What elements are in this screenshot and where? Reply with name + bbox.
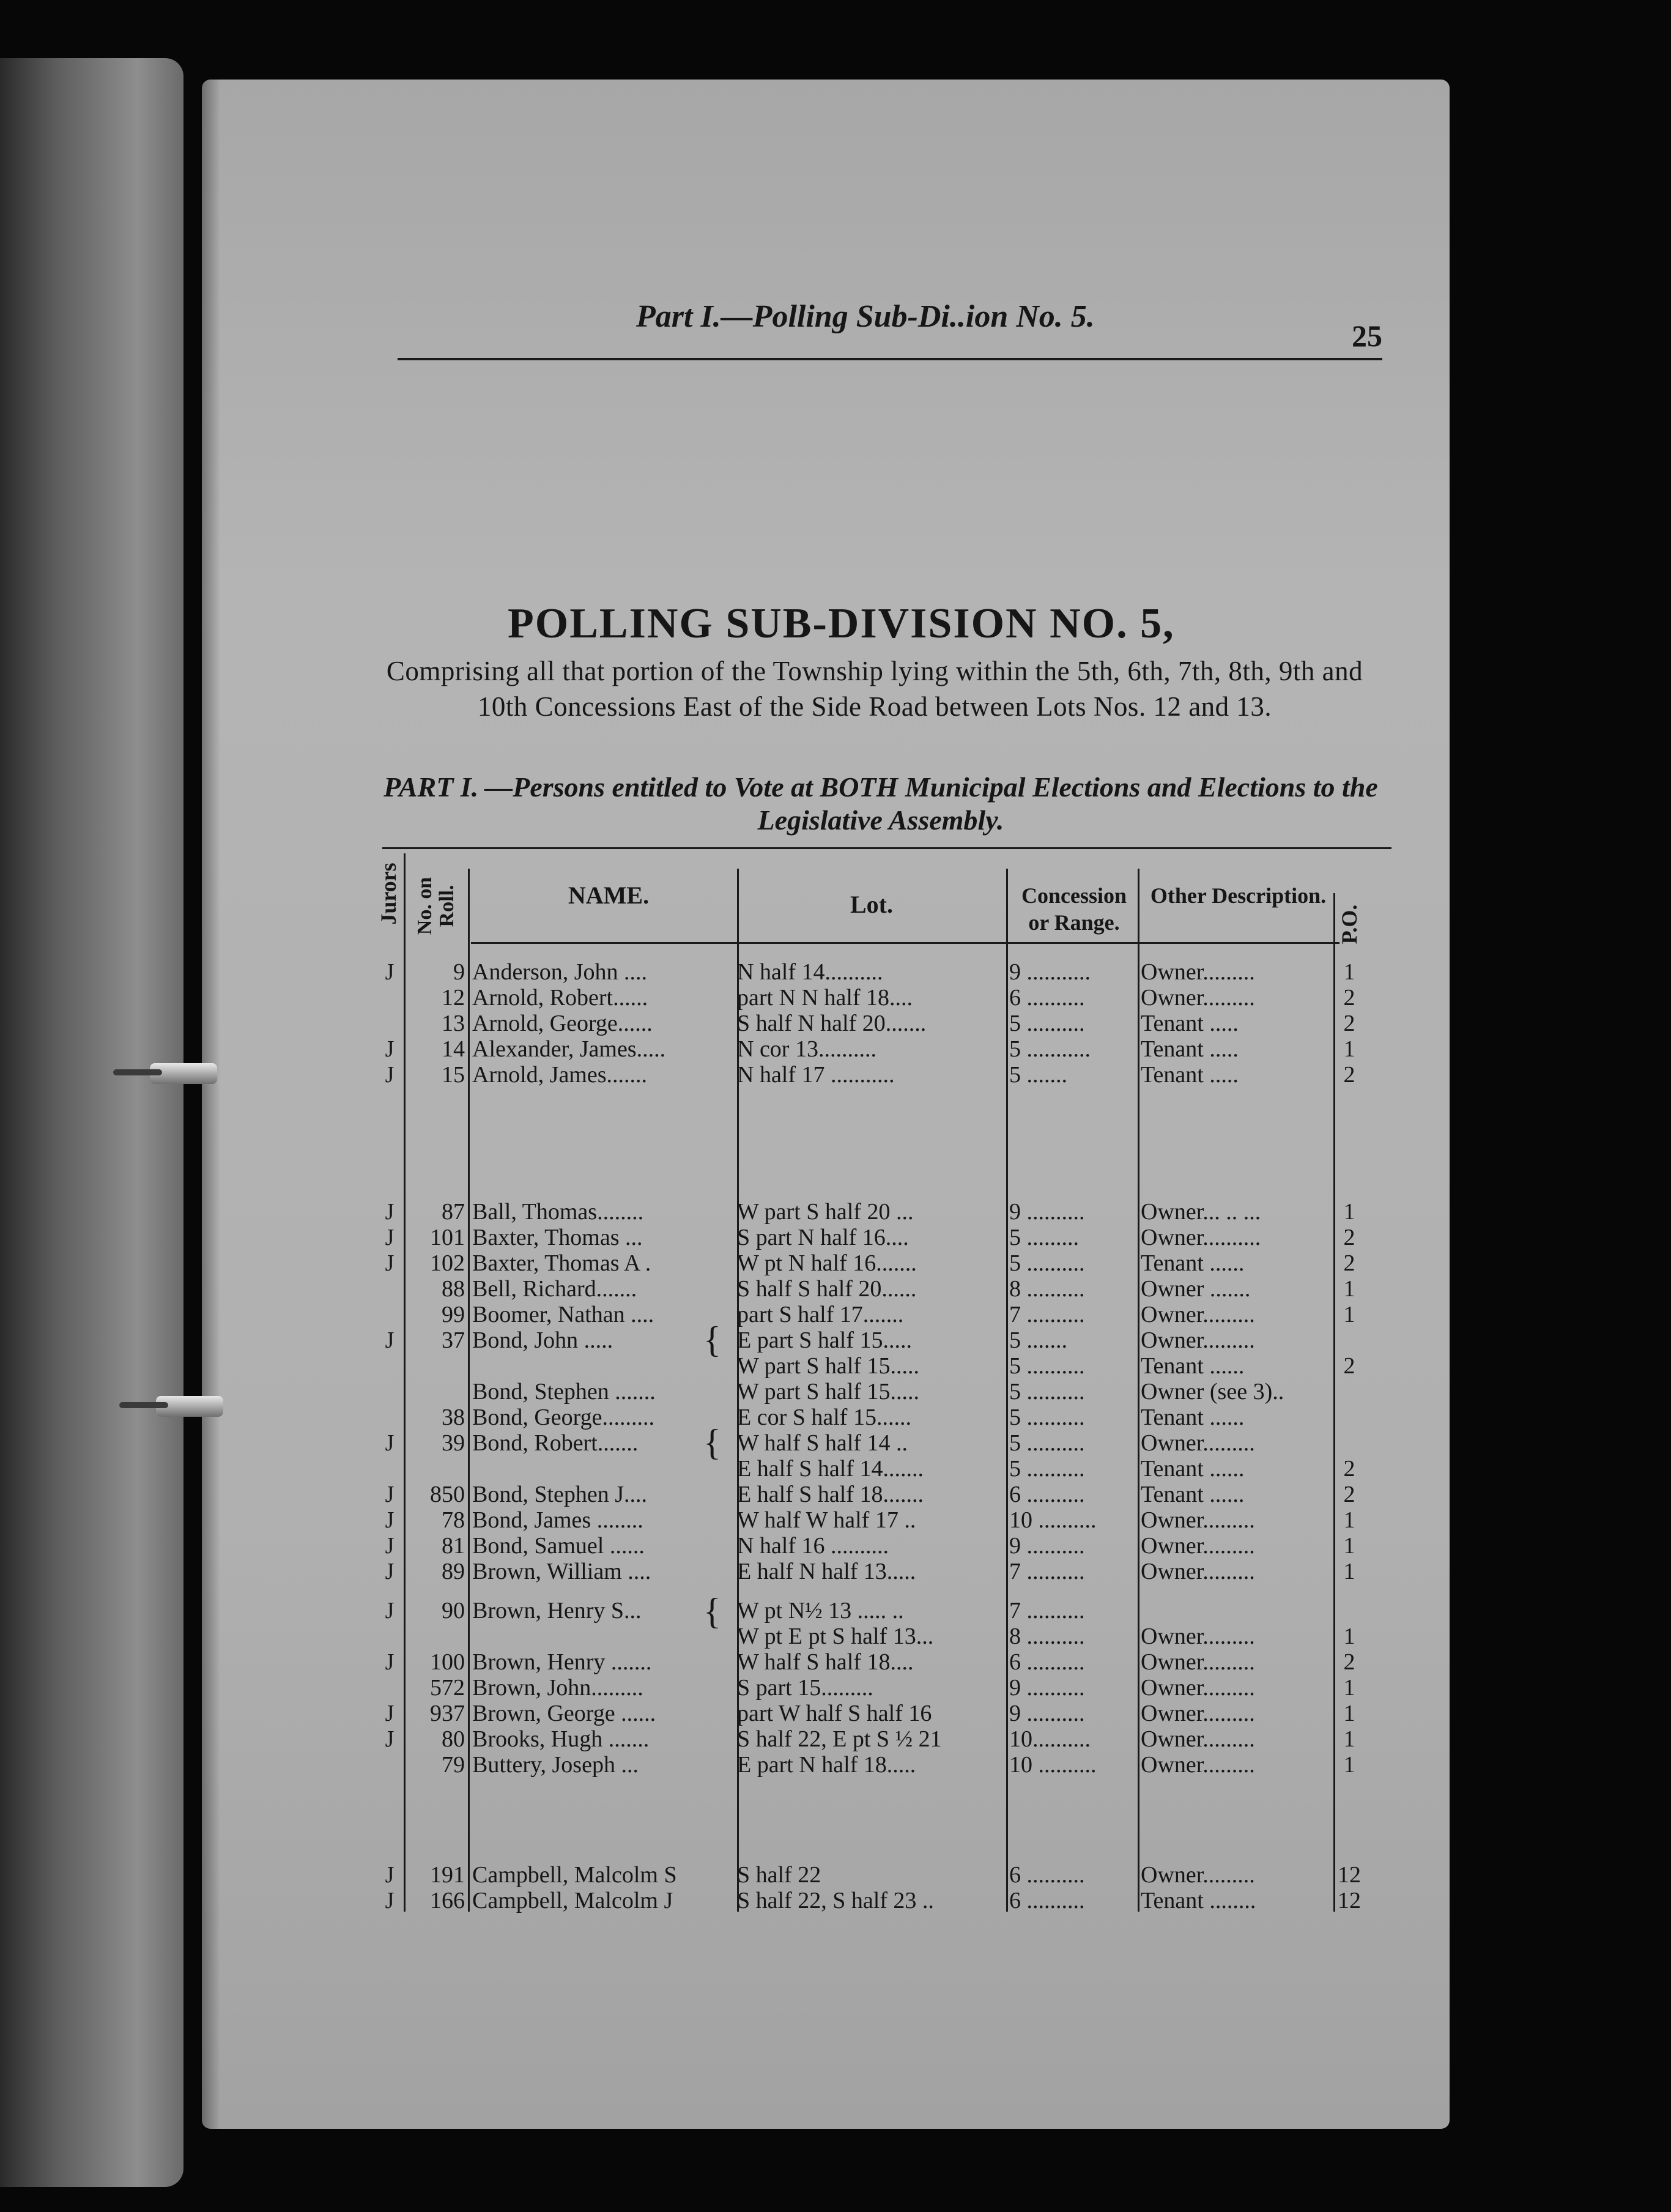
cell-po: 1	[1343, 1276, 1355, 1302]
cell-roll-no: 38	[442, 1405, 465, 1430]
cell-concession: 6 ..........	[1009, 1862, 1085, 1888]
cell-po: 2	[1343, 1250, 1355, 1276]
cell-jurors: J	[385, 1482, 395, 1507]
cell-jurors: J	[385, 1225, 395, 1250]
cell-concession: 9 ..........	[1009, 1199, 1085, 1225]
cell-roll-no: 88	[442, 1276, 465, 1302]
cell-lot: E part S half 15.....	[737, 1327, 913, 1353]
cell-concession: 7 ..........	[1009, 1302, 1085, 1327]
cell-po: 2	[1343, 1649, 1355, 1675]
cell-lot: S half 22	[737, 1862, 821, 1888]
cell-roll-no: 80	[442, 1726, 465, 1752]
cell-concession: 5 ..........	[1009, 1379, 1085, 1405]
cell-name: Buttery, Joseph ...	[472, 1752, 639, 1778]
cell-other-description: Owner.........	[1141, 1533, 1255, 1559]
cell-po: 2	[1343, 1011, 1355, 1036]
cell-jurors: J	[385, 1036, 395, 1062]
table-row	[0, 1276, 1671, 1302]
cell-po: 12	[1338, 1862, 1361, 1888]
cell-lot: E part N half 18.....	[737, 1752, 916, 1778]
cell-name: Arnold, George......	[472, 1011, 653, 1036]
cell-concession: 5 ..........	[1009, 1430, 1085, 1456]
part-heading	[379, 771, 1382, 837]
header-jurors: Jurors	[376, 863, 401, 925]
cell-jurors: J	[385, 1649, 395, 1675]
subdivision-description: Comprising all that portion of the Township lying within the 5th, 6th, 7th, 8th, 9th and 10th Concessions East of the Side Road between Lots Nos. 12 and 13.	[386, 656, 1363, 722]
header-other-description: Other Description.	[1150, 883, 1327, 908]
cell-roll-no: 81	[442, 1533, 465, 1559]
table-row	[0, 1430, 1671, 1456]
cell-lot: W pt N½ 13 ..... ..	[737, 1598, 904, 1624]
table-row	[0, 1199, 1671, 1225]
header-name: NAME.	[568, 881, 650, 909]
cell-jurors: J	[385, 1701, 395, 1726]
cell-jurors: J	[385, 1507, 395, 1533]
cell-po: 1	[1343, 1624, 1355, 1649]
table-row	[0, 1624, 1671, 1649]
cell-other-description: Owner.........	[1141, 1752, 1255, 1778]
table-row	[0, 1533, 1671, 1559]
cell-other-description: Owner... .. ...	[1141, 1199, 1261, 1225]
cell-concession: 6 ..........	[1009, 985, 1085, 1011]
cell-name: Baxter, Thomas A .	[472, 1250, 651, 1276]
cell-name: Brown, William ....	[472, 1559, 651, 1584]
cell-name: Baxter, Thomas ...	[472, 1225, 643, 1250]
table-row	[0, 1379, 1671, 1405]
cell-name: Campbell, Malcolm S	[472, 1862, 677, 1888]
cell-roll-no: 15	[442, 1062, 465, 1088]
cell-other-description: Tenant ......	[1141, 1353, 1245, 1379]
cell-concession: 5 .......	[1009, 1327, 1067, 1353]
cell-concession: 5 ...........	[1009, 1036, 1091, 1062]
table-row	[0, 1675, 1671, 1701]
cell-roll-no: 90	[442, 1598, 465, 1624]
table-row	[0, 1888, 1671, 1913]
cell-roll-no: 12	[442, 985, 465, 1011]
cell-lot: E half N half 13.....	[737, 1559, 916, 1584]
table-row	[0, 985, 1671, 1011]
cell-name: Brown, George ......	[472, 1701, 656, 1726]
cell-lot: S part N half 16....	[737, 1225, 909, 1250]
cell-name: Boomer, Nathan ....	[472, 1302, 654, 1327]
cell-jurors: J	[385, 1062, 395, 1088]
header-no-on-roll: No. on Roll.	[413, 877, 458, 935]
cell-po: 1	[1343, 1675, 1355, 1701]
cell-other-description: Owner.........	[1141, 1675, 1255, 1701]
cell-jurors: J	[385, 1598, 395, 1624]
table-row	[0, 1353, 1671, 1379]
table-row	[0, 1456, 1671, 1482]
cell-jurors: J	[385, 1559, 395, 1584]
cell-concession: 6 ..........	[1009, 1888, 1085, 1913]
cell-po: 1	[1343, 959, 1355, 985]
cell-other-description: Tenant .....	[1141, 1062, 1239, 1088]
table-row	[0, 1062, 1671, 1088]
cell-jurors: J	[385, 1862, 395, 1888]
cell-other-description: Owner .......	[1141, 1276, 1251, 1302]
cell-concession: 5 ..........	[1009, 1250, 1085, 1276]
cell-concession: 6 ..........	[1009, 1482, 1085, 1507]
page-title: POLLING SUB-DIVISION NO. 5,	[508, 600, 1175, 647]
cell-lot: W half S half 18....	[737, 1649, 914, 1675]
cell-lot: S half S half 20......	[737, 1276, 917, 1302]
cell-roll-no: 79	[442, 1752, 465, 1778]
cell-other-description: Owner.........	[1141, 1701, 1255, 1726]
part-text: —Persons entitled to Vote at BOTH Municipal Elections and Elections to the Legislative Assembly.	[484, 771, 1378, 836]
cell-jurors: J	[385, 1888, 395, 1913]
cell-lot: W part S half 20 ...	[737, 1199, 914, 1225]
cell-other-description: Tenant ........	[1141, 1888, 1256, 1913]
cell-name: Anderson, John ....	[472, 959, 648, 985]
header-po: P.O.	[1337, 904, 1362, 945]
entry-brace: {	[703, 1319, 721, 1360]
cell-other-description: Owner.........	[1141, 1302, 1255, 1327]
cell-roll-no: 100	[430, 1649, 465, 1675]
cell-lot: W part S half 15.....	[737, 1353, 919, 1379]
cell-po: 1	[1343, 1533, 1355, 1559]
cell-po: 1	[1343, 1199, 1355, 1225]
cell-po: 2	[1343, 1482, 1355, 1507]
cell-name: Alexander, James.....	[472, 1036, 666, 1062]
cell-other-description: Owner.........	[1141, 1862, 1255, 1888]
document-page	[202, 80, 1450, 2129]
cell-lot: S half N half 20.......	[737, 1011, 927, 1036]
cell-roll-no: 39	[442, 1430, 465, 1456]
cell-lot: N half 17 ...........	[737, 1062, 895, 1088]
cell-roll-no: 99	[442, 1302, 465, 1327]
cell-concession: 8 ..........	[1009, 1624, 1085, 1649]
table-row	[0, 1559, 1671, 1584]
cell-name: Ball, Thomas........	[472, 1199, 644, 1225]
cell-lot: N cor 13..........	[737, 1036, 876, 1062]
cell-name: Campbell, Malcolm J	[472, 1888, 673, 1913]
cell-lot: part S half 17.......	[737, 1302, 904, 1327]
cell-concession: 5 ..........	[1009, 1456, 1085, 1482]
cell-roll-no: 9	[453, 959, 465, 985]
cell-roll-no: 13	[442, 1011, 465, 1036]
cell-lot: W part S half 15.....	[737, 1379, 919, 1405]
header-rule	[398, 358, 1382, 360]
table-row	[0, 1036, 1671, 1062]
cell-roll-no: 89	[442, 1559, 465, 1584]
cell-name: Bond, John .....	[472, 1327, 613, 1353]
cell-lot: part N N half 18....	[737, 985, 913, 1011]
cell-other-description: Tenant ......	[1141, 1250, 1245, 1276]
cell-other-description: Tenant .....	[1141, 1036, 1239, 1062]
cell-other-description: Owner.........	[1141, 1649, 1255, 1675]
cell-other-description: Owner.........	[1141, 1327, 1255, 1353]
table-row	[0, 1507, 1671, 1533]
cell-jurors: J	[385, 1327, 395, 1353]
cell-roll-no: 572	[430, 1675, 465, 1701]
cell-concession: 9 ..........	[1009, 1701, 1085, 1726]
cell-lot: W half W half 17 ..	[737, 1507, 916, 1533]
cell-po: 2	[1343, 985, 1355, 1011]
table-row	[0, 1225, 1671, 1250]
cell-po: 2	[1343, 1456, 1355, 1482]
table-row	[0, 1726, 1671, 1752]
cell-concession: 8 ..........	[1009, 1276, 1085, 1302]
cell-name: Brooks, Hugh .......	[472, 1726, 650, 1752]
cell-other-description: Owner.........	[1141, 1430, 1255, 1456]
cell-lot: S half 22, E pt S ½ 21	[737, 1726, 942, 1752]
header-lot: Lot.	[850, 891, 893, 918]
cell-po: 2	[1343, 1225, 1355, 1250]
cell-po: 2	[1343, 1062, 1355, 1088]
cell-name: Brown, Henry .......	[472, 1649, 652, 1675]
cell-name: Arnold, Robert......	[472, 985, 648, 1011]
part-label: PART I.	[383, 771, 479, 803]
cell-roll-no: 14	[442, 1036, 465, 1062]
cell-lot: E half S half 18.......	[737, 1482, 924, 1507]
entry-brace: {	[703, 1591, 721, 1631]
cell-other-description: Owner.........	[1141, 1559, 1255, 1584]
cell-lot: part W half S half 16	[737, 1701, 932, 1726]
cell-lot: W pt N half 16.......	[737, 1250, 917, 1276]
cell-lot: E cor S half 15......	[737, 1405, 911, 1430]
cell-jurors: J	[385, 1533, 395, 1559]
header-bottom-rule	[471, 942, 1339, 944]
cell-concession: 9 ..........	[1009, 1533, 1085, 1559]
cell-concession: 5 ..........	[1009, 1011, 1085, 1036]
table-row	[0, 1862, 1671, 1888]
cell-roll-no: 937	[430, 1701, 465, 1726]
cell-other-description: Tenant .....	[1141, 1011, 1239, 1036]
cell-concession: 10..........	[1009, 1726, 1091, 1752]
table-row	[0, 1752, 1671, 1778]
cell-concession: 7 ..........	[1009, 1598, 1085, 1624]
cell-name: Brown, Henry S...	[472, 1598, 642, 1624]
running-head: Part I.—Polling Sub-Di..ion No. 5.	[636, 299, 1095, 334]
cell-name: Bond, Stephen .......	[472, 1379, 656, 1405]
cell-po: 1	[1343, 1036, 1355, 1062]
cell-concession: 5 .........	[1009, 1225, 1079, 1250]
cell-lot: N half 16 ..........	[737, 1533, 889, 1559]
cell-concession: 6 ..........	[1009, 1649, 1085, 1675]
cell-other-description: Owner.........	[1141, 1726, 1255, 1752]
cell-jurors: J	[385, 1250, 395, 1276]
cell-other-description: Tenant ......	[1141, 1456, 1245, 1482]
cell-po: 1	[1343, 1701, 1355, 1726]
cell-other-description: Owner (see 3)..	[1141, 1379, 1284, 1405]
cell-roll-no: 850	[430, 1482, 465, 1507]
cell-concession: 7 ..........	[1009, 1559, 1085, 1584]
table-row	[0, 1405, 1671, 1430]
cell-concession: 5 .......	[1009, 1062, 1067, 1088]
cell-po: 1	[1343, 1507, 1355, 1533]
cell-other-description: Owner.........	[1141, 1507, 1255, 1533]
header-concession: Concession or Range.	[1021, 883, 1127, 935]
cell-roll-no: 37	[442, 1327, 465, 1353]
cell-concession: 10 ..........	[1009, 1752, 1097, 1778]
cell-name: Brown, John.........	[472, 1675, 643, 1701]
cell-jurors: J	[385, 959, 395, 985]
cell-concession: 9 ..........	[1009, 1675, 1085, 1701]
table-row	[0, 1598, 1671, 1624]
cell-po: 1	[1343, 1752, 1355, 1778]
cell-lot: W pt E pt S half 13...	[737, 1624, 934, 1649]
cell-lot: W half S half 14 ..	[737, 1430, 908, 1456]
cell-jurors: J	[385, 1726, 395, 1752]
cell-concession: 5 ..........	[1009, 1405, 1085, 1430]
cell-other-description: Owner.........	[1141, 985, 1255, 1011]
table-row	[0, 1250, 1671, 1276]
table-row	[0, 1701, 1671, 1726]
cell-lot: N half 14..........	[737, 959, 883, 985]
cell-other-description: Owner.........	[1141, 1624, 1255, 1649]
cell-po: 1	[1343, 1726, 1355, 1752]
cell-name: Bond, Samuel ......	[472, 1533, 645, 1559]
cell-concession: 9 ...........	[1009, 959, 1091, 985]
cell-po: 1	[1343, 1559, 1355, 1584]
cell-po: 12	[1338, 1888, 1361, 1913]
cell-roll-no: 166	[430, 1888, 465, 1913]
cell-concession: 5 ..........	[1009, 1353, 1085, 1379]
cell-jurors: J	[385, 1199, 395, 1225]
cell-lot: E half S half 14.......	[737, 1456, 924, 1482]
cell-other-description: Tenant ......	[1141, 1482, 1245, 1507]
cell-other-description: Owner..........	[1141, 1225, 1261, 1250]
table-row	[0, 959, 1671, 985]
cell-roll-no: 102	[430, 1250, 465, 1276]
cell-name: Bond, James ........	[472, 1507, 643, 1533]
cell-roll-no: 101	[430, 1225, 465, 1250]
table-row	[0, 1327, 1671, 1353]
cell-concession: 10 ..........	[1009, 1507, 1097, 1533]
table-row	[0, 1649, 1671, 1675]
cell-name: Bond, George.........	[472, 1405, 654, 1430]
cell-roll-no: 87	[442, 1199, 465, 1225]
cell-roll-no: 191	[430, 1862, 465, 1888]
table-row	[0, 1011, 1671, 1036]
cell-po: 1	[1343, 1302, 1355, 1327]
cell-roll-no: 78	[442, 1507, 465, 1533]
cell-name: Bond, Robert.......	[472, 1430, 639, 1456]
cell-po: 2	[1343, 1353, 1355, 1379]
cell-name: Bond, Stephen J....	[472, 1482, 648, 1507]
cell-lot: S part 15.........	[737, 1675, 873, 1701]
page-number: 25	[1352, 319, 1382, 353]
cell-lot: S half 22, S half 23 ..	[737, 1888, 934, 1913]
cell-name: Arnold, James.......	[472, 1062, 648, 1088]
cell-name: Bell, Richard.......	[472, 1276, 637, 1302]
cell-jurors: J	[385, 1430, 395, 1456]
table-row	[0, 1482, 1671, 1507]
cell-other-description: Owner.........	[1141, 959, 1255, 985]
cell-other-description: Tenant ......	[1141, 1405, 1245, 1430]
entry-brace: {	[703, 1422, 721, 1463]
table-row	[0, 1302, 1671, 1327]
table-top-rule	[382, 847, 1391, 849]
